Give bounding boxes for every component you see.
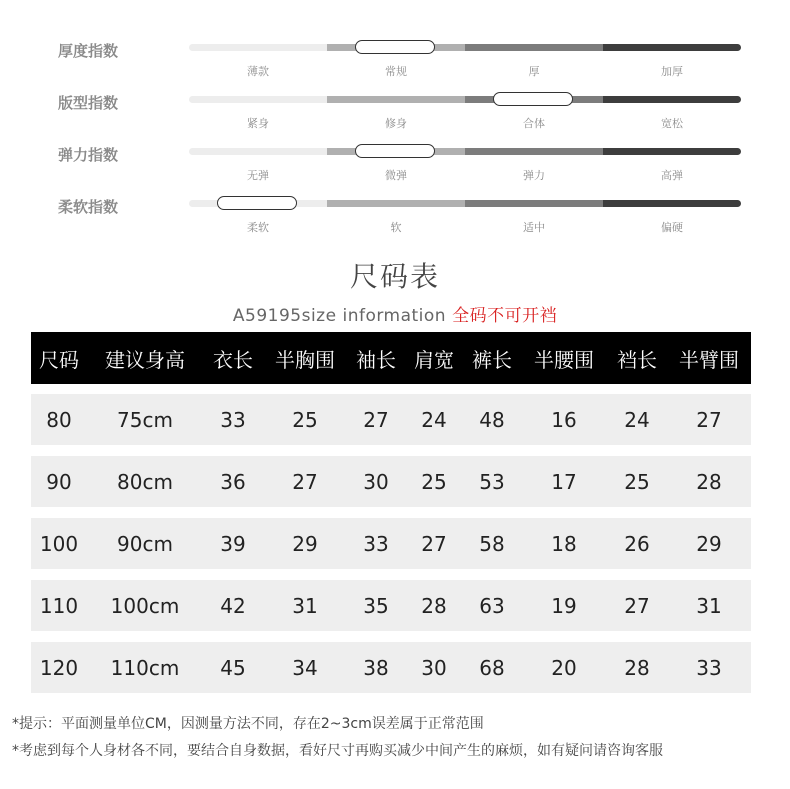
table-cell: 33	[220, 407, 246, 432]
table-cell: 20	[551, 655, 577, 680]
table-cell: 48	[479, 407, 505, 432]
table-cell: 19	[551, 593, 577, 618]
table-cell: 34	[292, 655, 318, 680]
table-cell: 24	[421, 407, 447, 432]
table-cell: 28	[696, 469, 722, 494]
index-option: 厚	[528, 65, 540, 78]
header-cell: 建议身高	[105, 347, 185, 372]
size-table-header	[31, 332, 751, 384]
table-cell: 45	[220, 655, 246, 680]
table-cell: 27	[363, 407, 389, 432]
index-fit	[0, 92, 790, 144]
table-cell: 28	[421, 593, 447, 618]
index-option: 微弹	[385, 169, 407, 182]
index-option: 弹力	[523, 169, 545, 182]
table-cell: 100cm	[110, 593, 180, 618]
table-cell: 100	[39, 531, 79, 556]
table-cell: 110	[39, 593, 79, 618]
index-option: 适中	[523, 221, 545, 234]
index-option: 无弹	[247, 169, 269, 182]
table-cell: 39	[220, 531, 246, 556]
table-cell: 26	[624, 531, 650, 556]
table-cell: 16	[551, 407, 577, 432]
index-option: 软	[390, 221, 402, 234]
table-cell: 25	[292, 407, 318, 432]
table-cell: 90cm	[117, 531, 173, 556]
table-cell: 58	[479, 531, 505, 556]
index-option: 偏硬	[661, 221, 683, 234]
table-row	[31, 642, 751, 693]
index-label: 厚度指数	[58, 42, 119, 60]
table-cell: 33	[363, 531, 389, 556]
table-row	[31, 580, 751, 631]
note-advice: *考虑到每个人身材各不同，要结合自身数据，看好尺寸再购买减少中间产生的麻烦，如有疑问请咨询客服	[12, 743, 663, 759]
table-cell: 25	[624, 469, 650, 494]
table-cell: 30	[363, 469, 389, 494]
table-cell: 28	[624, 655, 650, 680]
index-label: 弹力指数	[58, 146, 119, 164]
index-option: 修身	[385, 117, 407, 130]
index-scale-bar	[189, 96, 741, 103]
table-cell: 80cm	[117, 469, 173, 494]
table-cell: 27	[292, 469, 318, 494]
header-cell: 肩宽	[414, 347, 454, 372]
header-cell: 尺码	[39, 347, 79, 372]
table-cell: 38	[363, 655, 389, 680]
header-cell: 半腰围	[534, 347, 594, 372]
model-info: A59195size information	[232, 306, 447, 326]
table-cell: 18	[551, 531, 577, 556]
table-cell: 33	[696, 655, 722, 680]
table-cell: 63	[479, 593, 505, 618]
table-cell: 90	[46, 469, 72, 494]
index-option: 合体	[523, 117, 545, 130]
index-indicator	[355, 40, 435, 54]
index-indicator	[355, 144, 435, 158]
header-cell: 半胸围	[275, 347, 335, 372]
table-cell: 36	[220, 469, 246, 494]
index-option: 宽松	[661, 117, 683, 130]
table-cell: 68	[479, 655, 505, 680]
table-cell: 31	[696, 593, 722, 618]
header-cell: 袖长	[356, 347, 396, 372]
index-option: 常规	[385, 65, 407, 78]
table-cell: 24	[624, 407, 650, 432]
table-cell: 27	[624, 593, 650, 618]
table-cell: 25	[421, 469, 447, 494]
table-cell: 30	[421, 655, 447, 680]
index-label: 版型指数	[58, 94, 119, 112]
page-title: 尺码表	[349, 260, 440, 293]
index-option: 柔软	[247, 221, 269, 234]
table-row	[31, 394, 751, 445]
warning-text: 全码不可开裆	[452, 306, 558, 326]
table-cell: 29	[696, 531, 722, 556]
index-label: 柔软指数	[58, 198, 119, 216]
table-cell: 42	[220, 593, 246, 618]
index-thickness	[0, 40, 790, 92]
table-cell: 27	[421, 531, 447, 556]
index-indicator	[493, 92, 573, 106]
table-cell: 27	[696, 407, 722, 432]
index-scale-bar	[189, 200, 741, 207]
index-scale-bar	[189, 44, 741, 51]
index-option: 高弹	[661, 169, 683, 182]
table-row	[31, 456, 751, 507]
table-cell: 29	[292, 531, 318, 556]
table-cell: 17	[551, 469, 577, 494]
index-scale-bar	[189, 148, 741, 155]
index-elasticity	[0, 144, 790, 196]
table-cell: 75cm	[117, 407, 173, 432]
index-option: 加厚	[661, 65, 683, 78]
header-cell: 裆长	[617, 347, 657, 372]
table-cell: 31	[292, 593, 318, 618]
header-cell: 半臂围	[679, 347, 739, 372]
table-cell: 120	[39, 655, 79, 680]
table-row	[31, 518, 751, 569]
table-cell: 80	[46, 407, 72, 432]
table-cell: 110cm	[110, 655, 180, 680]
page-subtitle	[0, 301, 790, 326]
index-option: 紧身	[247, 117, 269, 130]
index-option: 薄款	[247, 65, 269, 78]
note-measurement: *提示：平面测量单位CM，因测量方法不同，存在2~3cm误差属于正常范围	[12, 716, 484, 732]
table-cell: 35	[363, 593, 389, 618]
table-cell: 53	[479, 469, 505, 494]
index-softness	[0, 196, 790, 248]
index-indicator	[217, 196, 297, 210]
header-cell: 裤长	[472, 347, 512, 372]
header-cell: 衣长	[213, 347, 253, 372]
